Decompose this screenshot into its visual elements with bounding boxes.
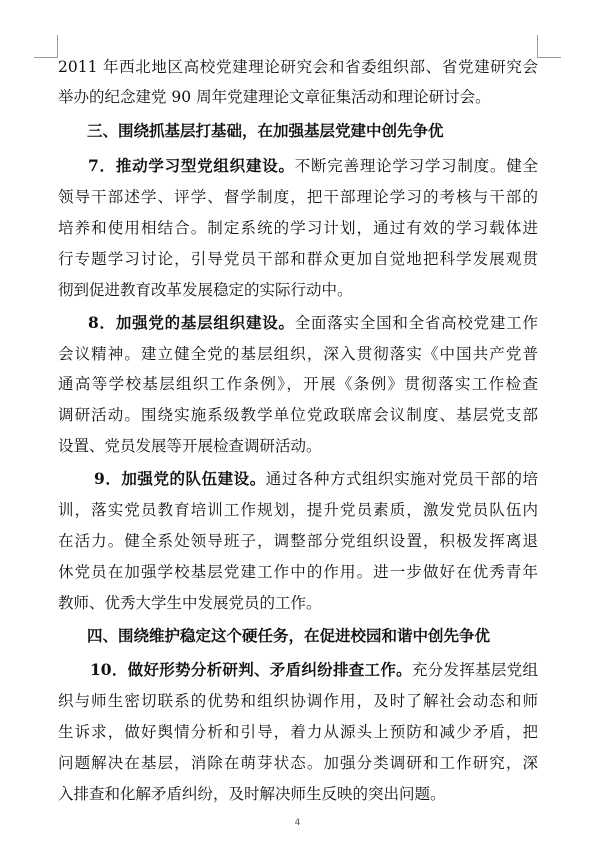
crop-mark-top-left-v: [57, 35, 58, 57]
body-line: 生诉求，做好舆情分析和引导，着力从源头上预防和减少矛盾，把: [58, 723, 538, 741]
body-line: 织与师生密切联系的优势和组织协调作用，及时了解社会动态和师: [58, 692, 538, 710]
paragraph-first-line: 8．加强党的基层组织建设。全面落实全国和全省高校党建工作: [88, 313, 538, 332]
body-line: 会议精神。建立健全党的基层组织，深入贯彻落实《中国共产党普: [58, 345, 538, 363]
body-line: 举办的纪念建党 90 周年党建理论文章征集活动和理论研讨会。: [58, 88, 491, 106]
paragraph-first-line: 9．加强党的队伍建设。通过各种方式组织实施对党员干部的培: [94, 469, 538, 488]
body-line: 领导干部述学、评学、督学制度，把干部理论学习的考核与干部的: [58, 188, 538, 206]
body-line: 教师、优秀大学生中发展党员的工作。: [58, 594, 322, 612]
crop-mark-top-right-h: [537, 57, 561, 58]
section-heading: 三、围绕抓基层打基础，在加强基层党建中创先争优: [87, 121, 444, 140]
body-line: 通高等学校基层组织工作条例》，开展《条例》贯彻落实工作检查: [58, 375, 538, 393]
body-line: 休党员在加强学校基层党建工作中的作用。进一步做好在优秀青年: [58, 563, 538, 581]
crop-mark-top-left-h: [34, 57, 58, 58]
body-line: 问题解决在基层，消除在萌芽状态。加强分类调研和工作研究，深: [58, 754, 538, 772]
section-heading: 四、围绕维护稳定这个硬任务，在促进校园和谐中创先争优: [87, 626, 491, 645]
body-line: 培养和使用相结合。制定系统的学习计划，通过有效的学习载体进: [58, 219, 538, 237]
paragraph-first-line: 7．推动学习型党组织建设。不断完善理论学习学习制度。健全: [88, 156, 538, 175]
body-line: 训，落实党员教育培训工作规划，提升党员素质，激发党员队伍内: [58, 501, 538, 519]
body-line: 入排查和化解矛盾纠纷，及时解决师生反映的突出问题。: [58, 785, 446, 803]
body-line: 行专题学习讨论，引导党员干部和群众更加自觉地把科学发展观贯: [58, 250, 538, 268]
body-line: 调研活动。围绕实施系级教学单位党政联席会议制度、基层党支部: [58, 406, 538, 424]
body-line: 2011 年西北地区高校党建理论研究会和省委组织部、省党建研究会: [58, 58, 538, 76]
page-number: 4: [294, 818, 301, 828]
body-line: 彻到促进教育改革发展稳定的实际行动中。: [58, 281, 353, 299]
body-line: 在活力。健全系处领导班子，调整部分党组织设置，积极发挥离退: [58, 532, 538, 550]
crop-mark-top-right-v: [537, 35, 538, 57]
paragraph-first-line: 10．做好形势分析研判、矛盾纠纷排查工作。充分发挥基层党组: [90, 660, 538, 679]
body-line: 设置、党员发展等开展检查调研活动。: [58, 437, 322, 455]
